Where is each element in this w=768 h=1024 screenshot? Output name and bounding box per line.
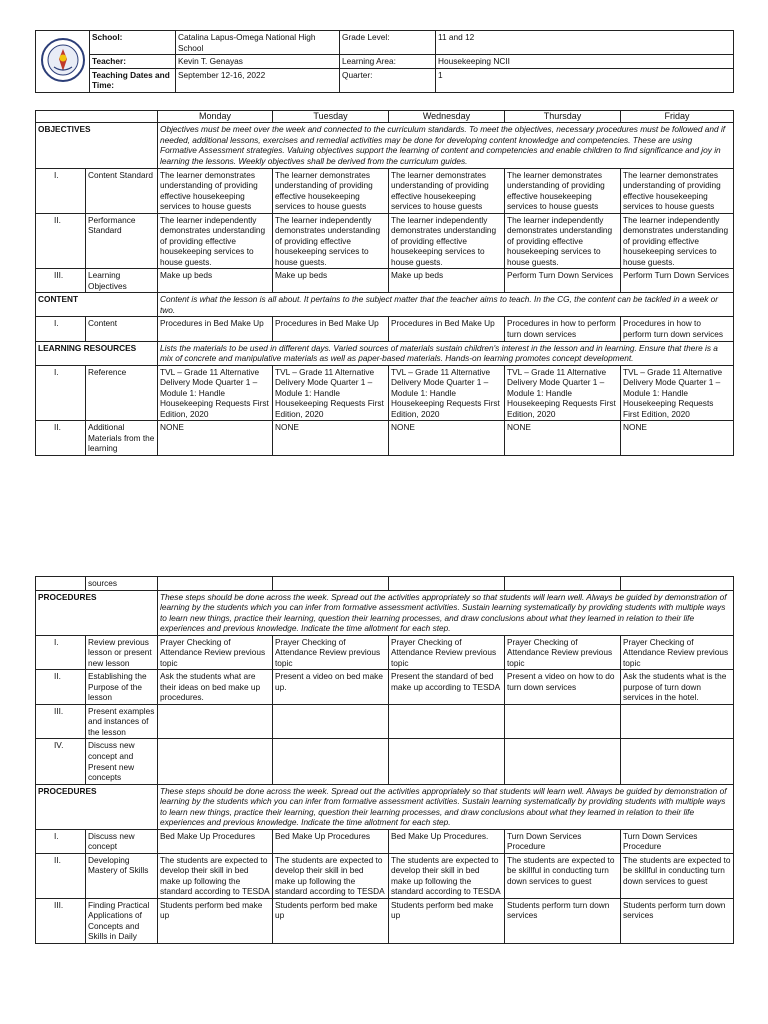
content-heading: CONTENT — [36, 293, 158, 317]
cell-thursday: NONE — [505, 421, 621, 456]
row-number: I. — [36, 317, 86, 341]
cell-monday: Procedures in Bed Make Up — [158, 317, 273, 341]
row-number: I. — [36, 635, 86, 670]
row-number: II. — [36, 213, 86, 269]
performance-standard-row — [36, 213, 734, 269]
objectives-heading: OBJECTIVES — [36, 123, 158, 168]
cell-thursday: Perform Turn Down Services — [505, 269, 621, 293]
content-description: Content is what the lesson is all about. It pertains to the subject matter that the teacher aims to teach. In the CG, the content can be tackled in a week or two. — [158, 293, 734, 317]
row-number: I. — [36, 168, 86, 213]
cell-wednesday: The learner independently demonstrates understanding of providing effective housekeeping services to house guests. — [389, 213, 505, 269]
day-header-row — [36, 111, 734, 123]
school-label: School: — [90, 31, 176, 55]
cell-tuesday — [273, 704, 389, 739]
quarter-value: 1 — [436, 68, 734, 92]
cell-thursday — [505, 704, 621, 739]
resources-heading: LEARNING RESOURCES — [36, 341, 158, 365]
row-number: II. — [36, 853, 86, 898]
cell-tuesday: Bed Make Up Procedures — [273, 829, 389, 853]
day-thursday: Thursday — [505, 111, 621, 123]
resources-description: Lists the materials to be used in different days. Varied sources of materials sustain children's interest in the lesson and in learning. Ensure that there is a mix of concrete and manipulative materials as well as paper-based materials. Hands-on learning promotes concept development. — [158, 341, 734, 365]
cell-friday: The learner demonstrates understanding of providing effective housekeeping services to house guests — [621, 168, 734, 213]
day-monday: Monday — [158, 111, 273, 123]
cell-wednesday: Bed Make Up Procedures. — [389, 829, 505, 853]
cell-monday: The learner independently demonstrates understanding of providing effective housekeeping services to house guests. — [158, 213, 273, 269]
cell-wednesday — [389, 739, 505, 784]
cell-friday: Perform Turn Down Services — [621, 269, 734, 293]
cell-tuesday: Make up beds — [273, 269, 389, 293]
procedures-heading-row-2 — [36, 784, 734, 829]
row-label: Discuss new concept and Present new concepts — [86, 739, 158, 784]
cell-friday: TVL – Grade 11 Alternative Delivery Mode Quarter 1 – Module 1: Handle Housekeeping Requests First Edition, 2020 — [621, 365, 734, 421]
cell-monday: TVL – Grade 11 Alternative Delivery Mode Quarter 1 – Module 1: Handle Housekeeping Requests First Edition, 2020 — [158, 365, 273, 421]
row-label: Content Standard — [86, 168, 158, 213]
cell-tuesday: The learner independently demonstrates understanding of providing effective housekeeping services to house guests. — [273, 213, 389, 269]
cell-wednesday: Prayer Checking of Attendance Review previous topic — [389, 635, 505, 670]
cell-tuesday: Students perform bed make up — [273, 898, 389, 943]
cell-friday: Turn Down Services Procedure — [621, 829, 734, 853]
row-number: I. — [36, 365, 86, 421]
row-label: Present examples and instances of the lesson — [86, 704, 158, 739]
cell-monday: Bed Make Up Procedures — [158, 829, 273, 853]
reference-row — [36, 365, 734, 421]
cell-tuesday: Present a video on bed make up. — [273, 670, 389, 705]
cell-thursday: Turn Down Services Procedure — [505, 829, 621, 853]
cell-tuesday: Procedures in Bed Make Up — [273, 317, 389, 341]
cell-thursday: The learner independently demonstrates understanding of providing effective housekeeping services to house guests. — [505, 213, 621, 269]
cell-wednesday — [389, 704, 505, 739]
cell-monday: NONE — [158, 421, 273, 456]
discuss-new-concept-row — [36, 829, 734, 853]
row-number: III. — [36, 269, 86, 293]
row-label: Finding Practical Applications of Concepts and Skills in Daily — [86, 898, 158, 943]
cell-tuesday — [273, 739, 389, 784]
plan-table-page-2 — [35, 576, 734, 944]
cell-tuesday: TVL – Grade 11 Alternative Delivery Mode Quarter 1 – Module 1: Handle Housekeeping Requests First Edition, 2020 — [273, 365, 389, 421]
cell-friday: The learner independently demonstrates understanding of providing effective housekeeping services to house guests. — [621, 213, 734, 269]
cell-wednesday: Present the standard of bed make up according to TESDA — [389, 670, 505, 705]
cell-thursday: The students are expected to be skillful in conducting turn down services to guest — [505, 853, 621, 898]
teacher-value: Kevin T. Genayas — [176, 55, 340, 69]
row-label: Establishing the Purpose of the lesson — [86, 670, 158, 705]
grade-value: 11 and 12 — [436, 31, 734, 55]
cell-tuesday: The learner demonstrates understanding of providing effective housekeeping services to house guests — [273, 168, 389, 213]
discuss-concept-row — [36, 739, 734, 784]
cell-friday: NONE — [621, 421, 734, 456]
resources-heading-row — [36, 341, 734, 365]
cell-tuesday: NONE — [273, 421, 389, 456]
practical-applications-row — [36, 898, 734, 943]
objectives-row — [36, 123, 734, 168]
row-label: Learning Objectives — [86, 269, 158, 293]
teacher-label: Teacher: — [90, 55, 176, 69]
quarter-label: Quarter: — [340, 68, 436, 92]
cell-thursday: TVL – Grade 11 Alternative Delivery Mode Quarter 1 – Module 1: Handle Housekeeping Requests First Edition, 2020 — [505, 365, 621, 421]
row-number: II. — [36, 670, 86, 705]
objectives-description: Objectives must be meet over the week and connected to the curriculum standards. To meet the objectives, necessary procedures must be followed and if needed, additional lessons, exercises and remedial activities may be done for developing content knowledge and competencies. These are using Formative Assessment strategies. Valuing objectives support the learning of content and competencies and enable children to find significance and joy in learning the lessons. Weekly objectives shall be derived from the curriculum guides. — [158, 123, 734, 168]
content-row — [36, 317, 734, 341]
cell-monday: The learner demonstrates understanding of providing effective housekeeping services to house guests — [158, 168, 273, 213]
sources-continuation-row — [36, 577, 734, 591]
cell-friday: Students perform turn down services — [621, 898, 734, 943]
content-heading-row — [36, 293, 734, 317]
cell-thursday: Prayer Checking of Attendance Review previous topic — [505, 635, 621, 670]
day-wednesday: Wednesday — [389, 111, 505, 123]
learning-area-label: Learning Area: — [340, 55, 436, 69]
row-label: Review previous lesson or present new lesson — [86, 635, 158, 670]
cell-monday: Ask the students what are their ideas on bed make up procedures. — [158, 670, 273, 705]
cell-thursday: Procedures in how to perform turn down services — [505, 317, 621, 341]
row-number: I. — [36, 829, 86, 853]
cell-wednesday: Students perform bed make up — [389, 898, 505, 943]
purpose-row — [36, 670, 734, 705]
row-label: sources — [86, 577, 158, 591]
cell-monday: Make up beds — [158, 269, 273, 293]
row-number: II. — [36, 421, 86, 456]
cell-friday: The students are expected to be skillful in conducting turn down services to guest — [621, 853, 734, 898]
cell-wednesday: The students are expected to develop their skill in bed make up following the standard according to TESDA — [389, 853, 505, 898]
grade-label: Grade Level: — [340, 31, 436, 55]
developing-mastery-row — [36, 853, 734, 898]
row-label: Reference — [86, 365, 158, 421]
deped-seal-logo — [36, 31, 90, 93]
row-label: Performance Standard — [86, 213, 158, 269]
cell-wednesday: Procedures in Bed Make Up — [389, 317, 505, 341]
cell-monday — [158, 704, 273, 739]
cell-wednesday: The learner demonstrates understanding of providing effective housekeeping services to house guests — [389, 168, 505, 213]
cell-thursday: The learner demonstrates understanding of providing effective housekeeping services to house guests — [505, 168, 621, 213]
cell-monday: Prayer Checking of Attendance Review previous topic — [158, 635, 273, 670]
procedures-heading: PROCEDURES — [36, 784, 158, 829]
cell-tuesday: The students are expected to develop their skill in bed make up following the standard according to TESDA — [273, 853, 389, 898]
procedures-heading: PROCEDURES — [36, 590, 158, 635]
learning-objectives-row — [36, 269, 734, 293]
dates-value: September 12-16, 2022 — [176, 68, 340, 92]
day-tuesday: Tuesday — [273, 111, 389, 123]
row-number: III. — [36, 898, 86, 943]
review-lesson-row — [36, 635, 734, 670]
row-label: Content — [86, 317, 158, 341]
header-table — [35, 30, 734, 93]
plan-table-page-1 — [35, 110, 734, 456]
cell-friday — [621, 739, 734, 784]
day-friday: Friday — [621, 111, 734, 123]
cell-friday: Ask the students what is the purpose of turn down services in the hotel. — [621, 670, 734, 705]
row-number: IV. — [36, 739, 86, 784]
row-label: Developing Mastery of Skills — [86, 853, 158, 898]
cell-friday: Procedures in how to perform turn down services — [621, 317, 734, 341]
examples-row — [36, 704, 734, 739]
cell-thursday — [505, 739, 621, 784]
learning-area-value: Housekeeping NCII — [436, 55, 734, 69]
cell-friday — [621, 704, 734, 739]
cell-tuesday: Prayer Checking of Attendance Review previous topic — [273, 635, 389, 670]
row-label: Discuss new concept — [86, 829, 158, 853]
dates-label: Teaching Dates and Time: — [90, 68, 176, 92]
cell-monday: The students are expected to develop their skill in bed make up following the standard according to TESDA — [158, 853, 273, 898]
cell-monday — [158, 739, 273, 784]
cell-wednesday: TVL – Grade 11 Alternative Delivery Mode Quarter 1 – Module 1: Handle Housekeeping Requests First Edition, 2020 — [389, 365, 505, 421]
procedures-heading-row — [36, 590, 734, 635]
content-standard-row — [36, 168, 734, 213]
cell-thursday: Present a video on how to do turn down services — [505, 670, 621, 705]
cell-friday: Prayer Checking of Attendance Review previous topic — [621, 635, 734, 670]
cell-wednesday: Make up beds — [389, 269, 505, 293]
school-value: Catalina Lapus-Omega National High School — [176, 31, 340, 55]
row-number: III. — [36, 704, 86, 739]
cell-monday: Students perform bed make up — [158, 898, 273, 943]
cell-thursday: Students perform turn down services — [505, 898, 621, 943]
cell-wednesday: NONE — [389, 421, 505, 456]
additional-materials-row — [36, 421, 734, 456]
procedures-description: These steps should be done across the week. Spread out the activities appropriately so that students will learn well. Always be guided by demonstration of learning by the students which you can infer from formative assessment activities. Sustain learning systematically by providing students with multiple ways to learn new things, practice their learning, question their learning processes, and draw conclusions about what they learned in relation to their life experiences and previous knowledge. Indicate the time allotment for each step. — [158, 784, 734, 829]
row-label: Additional Materials from the learning — [86, 421, 158, 456]
procedures-description: These steps should be done across the week. Spread out the activities appropriately so that students will learn well. Always be guided by demonstration of learning by the students which you can infer from formative assessment activities. Sustain learning systematically by providing students with multiple ways to learn new things, practice their learning, question their learning processes, and draw conclusions about what they learned in relation to their life experiences and previous knowledge. Indicate the time allotment for each step. — [158, 590, 734, 635]
